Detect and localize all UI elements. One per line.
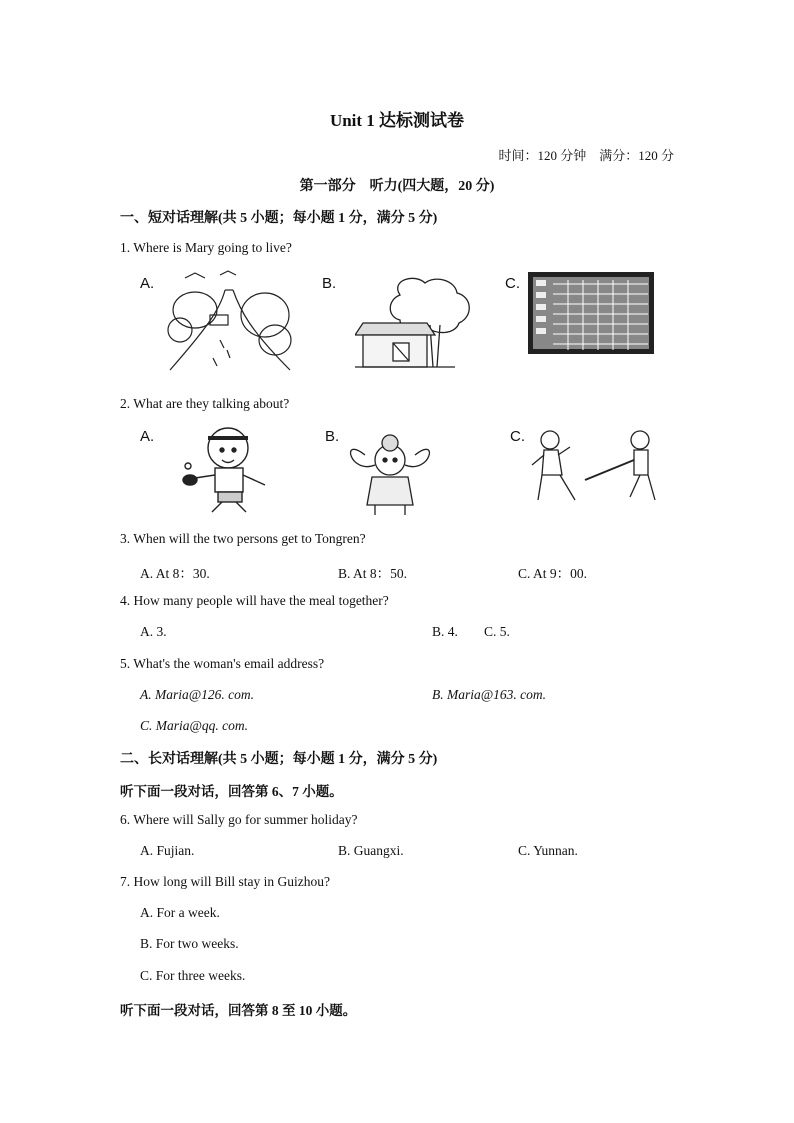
page-title: Unit 1 达标测试卷 <box>329 111 465 130</box>
q6-option-a: A. Fujian. <box>140 843 195 858</box>
table-tennis-player-picture <box>180 420 280 518</box>
q7-option-a: A. For a week. <box>140 905 220 920</box>
q4-option-c: C. 5. <box>484 624 510 639</box>
q6-option-b: B. Guangxi. <box>338 843 404 858</box>
instruction-1: 听下面一段对话，回答第 6、7 小题。 <box>120 784 343 799</box>
q7-option-b: B. For two weeks. <box>140 936 239 951</box>
kung-fu-picture <box>530 425 665 505</box>
q5-option-a: A. Maria@126. com. <box>140 687 255 702</box>
q1-label-b: B. <box>322 275 337 292</box>
q4-option-b: B. 4. <box>432 624 458 639</box>
q2-label-a: A. <box>140 428 155 445</box>
question-1: 1. Where is Mary going to live? <box>120 240 292 255</box>
section-heading-2: 二、长对话理解(共 5 小题；每小题 1 分，满分 5 分) <box>120 752 438 767</box>
exam-meta: 时间：120 分钟 满分：120 分 <box>498 148 674 163</box>
q1-label-c: C. <box>505 275 520 292</box>
q6-option-c: C. Yunnan. <box>518 843 578 858</box>
question-5: 5. What's the woman's email address? <box>120 656 325 671</box>
q3-option-c: C. At 9：00. <box>518 566 588 581</box>
q3-option-a: A. At 8：30. <box>140 566 210 581</box>
question-7: 7. How long will Bill stay in Guizhou? <box>120 874 330 889</box>
section-heading-1: 一、短对话理解(共 5 小题；每小题 1 分，满分 5 分) <box>120 211 438 226</box>
q5-option-c: C. Maria@qq. com. <box>140 718 249 733</box>
question-3: 3. When will the two persons get to Tongren? <box>120 531 366 546</box>
question-4: 4. How many people will have the meal together? <box>120 593 389 608</box>
q7-option-c: C. For three weeks. <box>140 968 246 983</box>
q3-option-b: B. At 8：50. <box>338 566 408 581</box>
q5-option-b: B. Maria@163. com. <box>432 687 547 702</box>
countryside-road-picture <box>165 270 295 375</box>
peking-opera-picture <box>345 425 435 517</box>
q4-option-a: A. 3. <box>140 624 167 639</box>
part-heading: 第一部分 听力(四大题，20 分) <box>299 179 495 194</box>
instruction-2: 听下面一段对话，回答第 8 至 10 小题。 <box>120 1003 357 1018</box>
house-with-tree-picture <box>355 275 475 370</box>
q1-label-a: A. <box>140 275 155 292</box>
q2-label-c: C. <box>510 428 525 445</box>
apartment-building-picture <box>528 272 654 354</box>
question-6: 6. Where will Sally go for summer holiday? <box>120 812 358 827</box>
q2-label-b: B. <box>325 428 340 445</box>
question-2: 2. What are they talking about? <box>120 396 290 411</box>
